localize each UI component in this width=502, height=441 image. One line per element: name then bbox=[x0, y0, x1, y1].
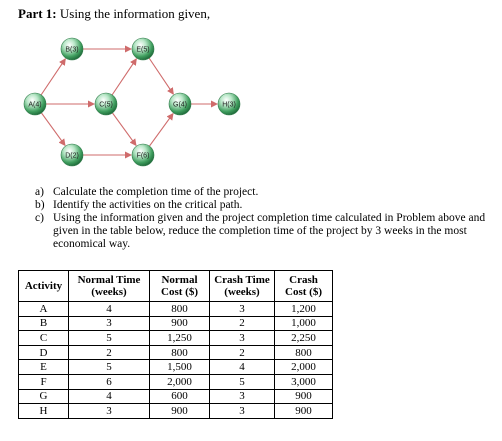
table-row bbox=[19, 389, 333, 404]
cell-crash-cost: 900 bbox=[275, 389, 333, 404]
node-c bbox=[95, 93, 117, 115]
node-label: F(6) bbox=[136, 152, 150, 160]
cell-activity: G bbox=[19, 389, 69, 404]
table-row bbox=[19, 404, 333, 419]
cell-crash-time: 3 bbox=[210, 404, 275, 419]
node-label: C(5) bbox=[99, 101, 113, 109]
cell-normal-time: 4 bbox=[69, 389, 150, 404]
cell-crash-cost: 1,000 bbox=[275, 316, 333, 331]
question-b bbox=[35, 199, 495, 212]
table-header-row bbox=[19, 271, 333, 302]
cell-activity: C bbox=[19, 331, 69, 346]
node-f bbox=[132, 144, 154, 166]
node-label: G(4) bbox=[173, 101, 187, 109]
network-diagram bbox=[0, 0, 502, 180]
question-text: Calculate the completion time of the project. bbox=[53, 186, 259, 198]
node-label: B(3) bbox=[65, 46, 79, 54]
question-c bbox=[35, 212, 495, 251]
table-row bbox=[19, 316, 333, 331]
cell-crash-cost: 1,200 bbox=[275, 302, 333, 317]
table-row bbox=[19, 331, 333, 346]
node-d bbox=[61, 144, 83, 166]
edge-f-g bbox=[149, 114, 172, 146]
title-text: Using the information given, bbox=[56, 6, 211, 21]
question-text: Identify the activities on the critical path. bbox=[53, 199, 243, 211]
cell-crash-cost: 3,000 bbox=[275, 374, 333, 389]
header-crash-time: Crash Time (weeks) bbox=[210, 271, 275, 302]
node-label: H(3) bbox=[222, 101, 236, 109]
header-normal-cost: Normal Cost ($) bbox=[150, 271, 210, 302]
table-row bbox=[19, 374, 333, 389]
cell-normal-time: 6 bbox=[69, 374, 150, 389]
cell-normal-time: 4 bbox=[69, 302, 150, 317]
cell-crash-time: 3 bbox=[210, 331, 275, 346]
edge-c-f bbox=[112, 113, 135, 145]
cell-activity: D bbox=[19, 345, 69, 360]
question-a bbox=[35, 186, 495, 199]
node-label: E(5) bbox=[136, 46, 150, 54]
cell-activity: E bbox=[19, 360, 69, 375]
table-row bbox=[19, 345, 333, 360]
cell-crash-time: 5 bbox=[210, 374, 275, 389]
cell-normal-cost: 800 bbox=[150, 302, 210, 317]
part-label: Part 1: bbox=[18, 6, 57, 21]
node-e bbox=[132, 38, 154, 60]
cell-crash-time: 3 bbox=[210, 302, 275, 317]
edge-a-b bbox=[41, 59, 65, 95]
cell-crash-time: 2 bbox=[210, 345, 275, 360]
cell-activity: H bbox=[19, 404, 69, 419]
edge-e-g bbox=[149, 58, 173, 94]
cell-crash-cost: 2,000 bbox=[275, 360, 333, 375]
cell-normal-cost: 900 bbox=[150, 404, 210, 419]
cell-normal-cost: 600 bbox=[150, 389, 210, 404]
questions-list bbox=[35, 186, 495, 251]
header-normal-time: Normal Time (weeks) bbox=[69, 271, 150, 302]
header-crash-cost: Crash Cost ($) bbox=[275, 271, 333, 302]
cell-normal-time: 2 bbox=[69, 345, 150, 360]
table-row bbox=[19, 360, 333, 375]
question-label: c) bbox=[35, 212, 44, 224]
edge-c-e bbox=[112, 59, 136, 95]
edge-a-d bbox=[41, 113, 64, 145]
cell-crash-cost: 2,250 bbox=[275, 331, 333, 346]
cell-crash-time: 3 bbox=[210, 389, 275, 404]
node-h bbox=[218, 93, 240, 115]
cell-normal-time: 3 bbox=[69, 316, 150, 331]
node-layer bbox=[24, 38, 240, 166]
cell-normal-time: 5 bbox=[69, 360, 150, 375]
cell-activity: A bbox=[19, 302, 69, 317]
question-label: b) bbox=[35, 199, 45, 211]
cell-normal-cost: 2,000 bbox=[150, 374, 210, 389]
cell-normal-cost: 1,250 bbox=[150, 331, 210, 346]
cell-crash-cost: 800 bbox=[275, 345, 333, 360]
question-label: a) bbox=[35, 186, 44, 198]
cell-normal-cost: 900 bbox=[150, 316, 210, 331]
cell-activity: B bbox=[19, 316, 69, 331]
cell-normal-cost: 1,500 bbox=[150, 360, 210, 375]
table-row bbox=[19, 302, 333, 317]
node-g bbox=[169, 93, 191, 115]
node-a bbox=[24, 93, 46, 115]
activity-table bbox=[18, 270, 333, 419]
node-label: A(4) bbox=[28, 101, 42, 109]
cell-normal-time: 3 bbox=[69, 404, 150, 419]
question-text: Using the information given and the project completion time calculated in Problem above and given in the table below, reduce the completion time of the project by 3 weeks in the most economical way. bbox=[53, 212, 486, 250]
header-activity: Activity bbox=[19, 271, 69, 302]
cell-crash-cost: 900 bbox=[275, 404, 333, 419]
node-label: D(2) bbox=[65, 152, 79, 160]
cell-normal-time: 5 bbox=[69, 331, 150, 346]
cell-activity: F bbox=[19, 374, 69, 389]
cell-crash-time: 4 bbox=[210, 360, 275, 375]
cell-crash-time: 2 bbox=[210, 316, 275, 331]
cell-normal-cost: 800 bbox=[150, 345, 210, 360]
node-b bbox=[61, 38, 83, 60]
